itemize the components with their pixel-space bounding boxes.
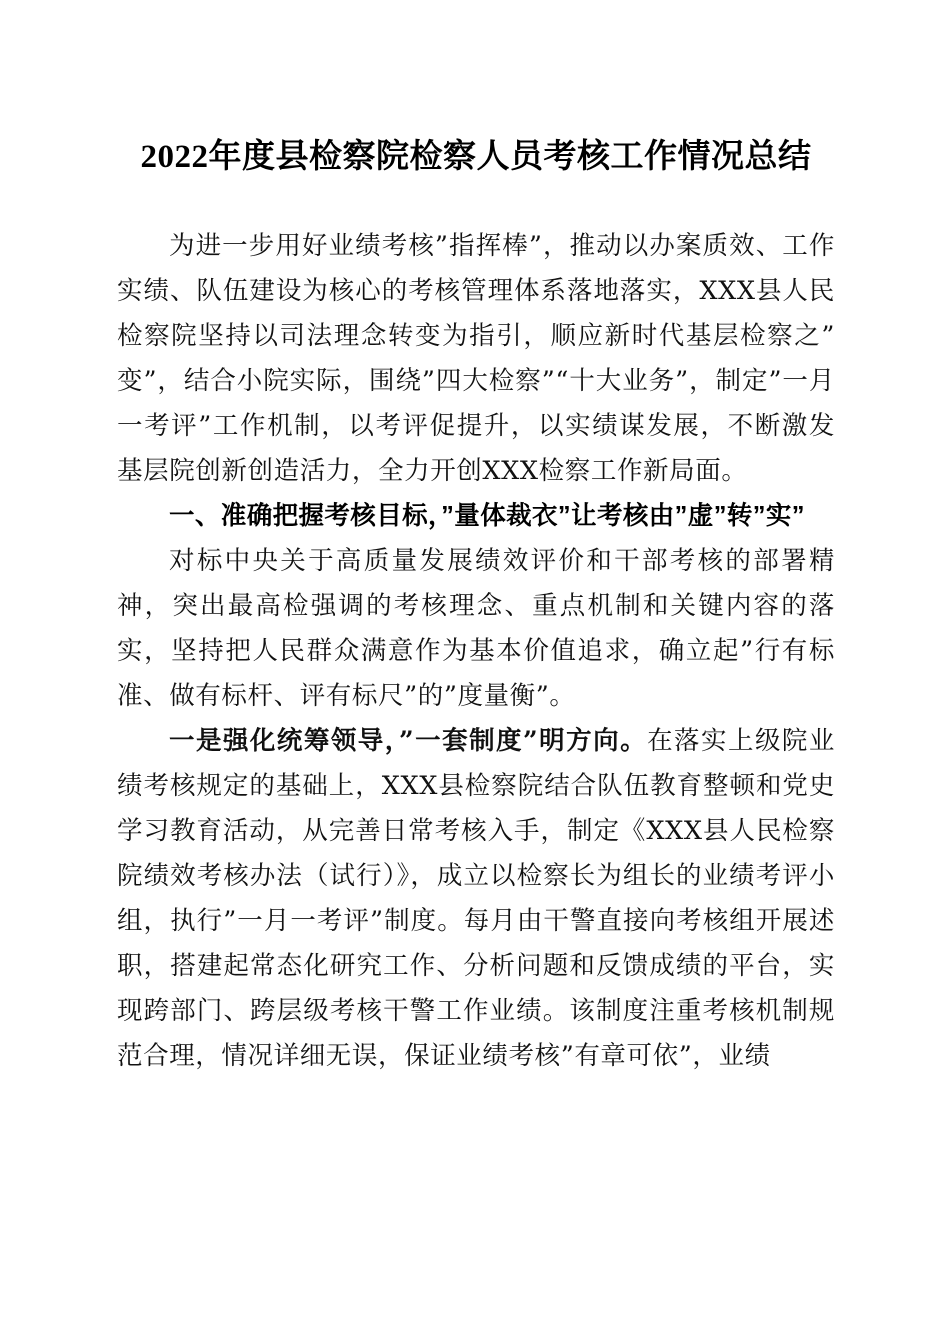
body-paragraph-system xyxy=(117,719,835,1079)
body-paragraph-intro: 为进一步用好业绩考核”指挥棒”，推动以办案质效、工作实绩、队伍建设为核心的考核管理体系落地落实，XXX县人民检察院坚持以司法理念转变为指引，顺应新时代基层检察之”变”，结合小院实际，围绕”四大检察”“十大业务”，制定”一月一考评”工作机制，以考评促提升，以实绩谋发展，不断激发基层院创新创造活力，全力开创XXX检察工作新局面。 xyxy=(117,231,835,486)
paragraph-body-text: 在落实上级院业绩考核规定的基础上，XXX县检察院结合队伍教育整顿和党史学习教育活动，从完善日常考核入手，制定《XXX县人民检察院绩效考核办法（试行）》，成立以检察长为组长的业绩考评小组，执行”一月一考评”制度。每月由干警直接向考核组开展述职，搭建起常态化研究工作、分析问题和反馈成绩的平台，实现跨部门、跨层级考核干警工作业绩。该制度注重考核机制规范合理，情况详细无误，保证业绩考核”有章可依”，业绩 xyxy=(117,726,835,1071)
section-heading-1: 一、准确把握考核目标，”量体裁衣”让考核由”虚”转”实” xyxy=(169,502,805,530)
paragraph-lead-in: 一是强化统筹领导，”一套制度”明方向。 xyxy=(169,726,648,756)
page-title: 2022年度县检察院检察人员考核工作情况总结 xyxy=(140,139,812,175)
body-paragraph-goal-alignment: 对标中央关于高质量发展绩效评价和干部考核的部署精神，突出最高检强调的考核理念、重点机制和关键内容的落实，坚持把人民群众满意作为基本价值追求，确立起”行有标准、做有标杆、评有标尺”的”度量衡”。 xyxy=(117,546,835,711)
document-content-column xyxy=(117,0,835,1079)
